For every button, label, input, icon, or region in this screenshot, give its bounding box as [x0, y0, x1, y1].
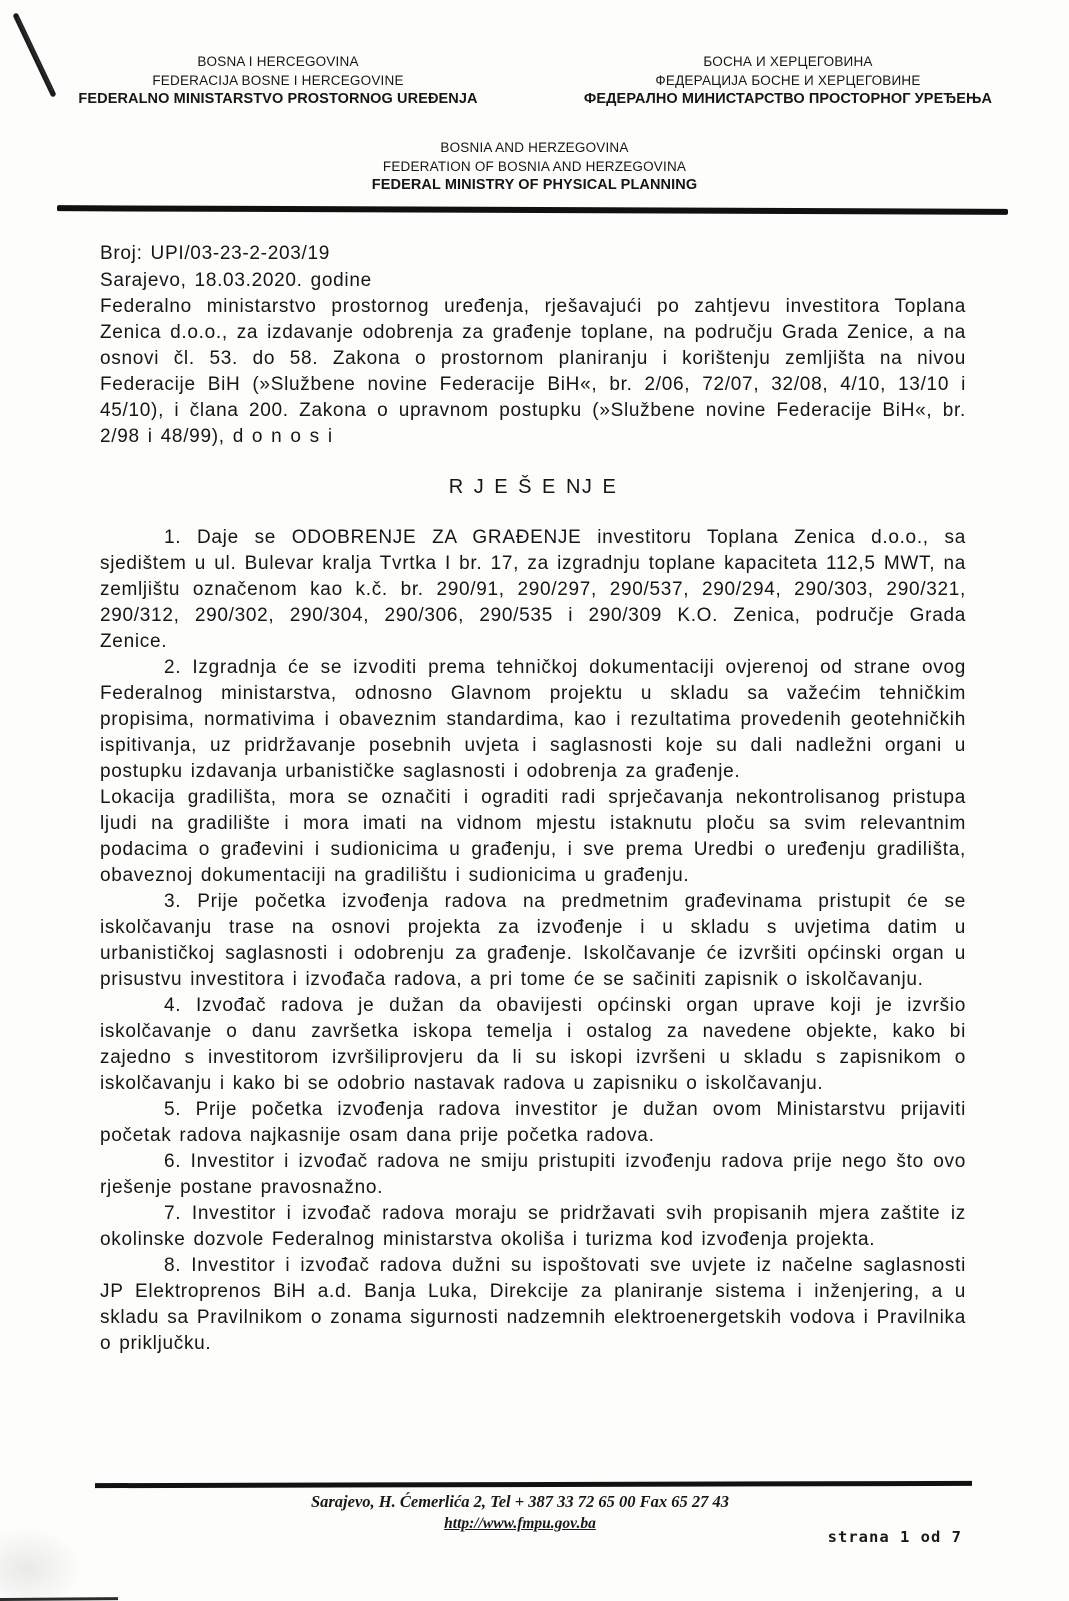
letterhead-english-country: BOSNIA AND HERZEGOVINA: [440, 140, 629, 155]
decision-item-4: 4. Izvođač radova je dužan da obavijesti općinski organ uprave koji je izvršio iskolčavanje o danu završetka iskopa temelja i ostalog za navedene objekte, kako bi zajedno s investitorom izvršiliprovjeru da li su iskopi izvršeni u skladu s zapisnikom o iskolčavanju i kako bi se odobrio nastavak radova u zapisniku o iskolčavanju.: [100, 995, 966, 1094]
footer-url: http://www.fmpu.gov.ba: [444, 1515, 596, 1532]
pen-stroke-artifact: [6, 6, 76, 116]
footer-divider: [95, 1481, 972, 1488]
letterhead-bosnian: [68, 52, 488, 109]
document-place-date: Sarajevo, 18.03.2020. godine: [100, 270, 372, 291]
decision-item-2: 2. Izgradnja će se izvoditi prema tehničkoj dokumentaciji ovjerenoj od strane ovog Federalnog ministarstva, odnosno Glavnom projektu u skladu sa važećim tehničkim propisima, normativima i obaveznim standardima, kao i rezultatima provedenih geotehničkih ispitivanja, uz pridržavanje posebnih uvjeta i saglasnosti koje su dali nadležni organi u postupku izdavanja urbanističke saglasnosti i odobrenja za građenje.: [100, 657, 966, 782]
letterhead-cyrillic: [558, 52, 1018, 109]
document-number: Broj: UPI/03-23-2-203/19: [100, 243, 331, 264]
page-number: strana 1 od 7: [827, 1528, 962, 1546]
letterhead-cyrillic-country: БОСНА И ХЕРЦЕГОВИНА: [703, 54, 873, 69]
letterhead-bosnian-country: BOSNA I HERCEGOVINA: [197, 54, 359, 69]
letterhead-bosnian-ministry: FEDERALNO MINISTARSTVO PROSTORNOG UREĐENJA: [78, 91, 478, 107]
letterhead-english-federation: FEDERATION OF BOSNIA AND HERZEGOVINA: [382, 159, 687, 174]
letterhead-bosnian-federation: FEDERACIJA BOSNE I HERCEGOVINE: [152, 73, 404, 88]
letterhead-cyrillic-ministry: ФЕДЕРАЛНО МИНИСТАРСТВО ПРОСТОРНОГ УРЕЂЕЊА: [583, 91, 993, 107]
letterhead-cyrillic-federation: ФЕДЕРАЦИЈА БОСНЕ И ХЕРЦЕГОВИНЕ: [655, 73, 921, 88]
scan-smudge-artifact: [0, 1527, 83, 1597]
site-marking-paragraph: Lokacija gradilišta, mora se označiti i ograditi radi sprječavanja nekontrolisanog pristupa ljudi na gradilište i mora imati na vidnom mjestu istaknutu ploču sa svim relevantnim podacima o građevini i sudionicima u građenju, i sve prema Uredbi o uređenju gradilišta, obaveznoj dokumentaciji na gradilištu i sudionicima u građenju.: [100, 787, 966, 886]
decision-item-6: 6. Investitor i izvođač radova ne smiju pristupiti izvođenju radova prije nego što ovo rješenje postane pravosnažno.: [100, 1151, 966, 1198]
decision-item-8: 8. Investitor i izvođač radova dužni su ispoštovati sve uvjete iz načelne saglasnosti JP Elektroprenos BiH a.d. Banja Luka, Direkcije za planiranje sistema i inženjering, a u skladu sa Pravilnikom o zonama sigurnosti nadzemnih elektroenergetskih vodova i Pravilnika o priključku.: [100, 1255, 966, 1354]
header-divider: [57, 205, 1008, 215]
decision-item-7: 7. Investitor i izvođač radova moraju se pridržavati svih propisanih mjera zaštite iz okolinske dozvole Federalnog ministarstva okoliša i turizma kod izvođenja projekta.: [100, 1203, 966, 1250]
decision-item-5: 5. Prije početka izvođenja radova investitor je dužan ovom Ministarstvu prijaviti početak radova najkasnije osam dana prije početka radova.: [100, 1099, 966, 1146]
scan-edge-artifact: [0, 1597, 118, 1601]
document-body: [100, 240, 966, 1357]
decision-item-1: 1. Daje se ODOBRENJE ZA GRAĐENJE investitoru Toplana Zenica d.o.o., sa sjedištem u ul. Bulevar kralja Tvrtka I br. 17, za izgradnju toplane kapaciteta 112,5 MWT, na zemljištu označenom kao k.č. br. 290/91, 290/297, 290/537, 290/294, 290/303, 290/321, 290/312, 290/302, 290/304, 290/306, 290/535 i 290/309 K.O. Zenica, područje Grada Zenice.: [100, 527, 966, 652]
letterhead-english-ministry: FEDERAL MINISTRY OF PHYSICAL PLANNING: [371, 177, 698, 193]
decision-title: R J E Š E NJ E: [448, 476, 618, 498]
decision-item-3: 3. Prije početka izvođenja radova na predmetnim građevinama pristupit će se iskolčavanju trase na osnovi projekta za izvođenje i u skladu s uvjetima datim u urbanističkoj saglasnosti i odobrenju za građenje. Iskolčavanje će izvršiti općinski organ u prisustvu investitora i izvođača radova, a pri tome će se sačiniti zapisnik o iskolčavanju.: [100, 891, 966, 990]
letterhead-english: [0, 138, 1069, 195]
document-meta: [100, 240, 966, 294]
intro-paragraph: Federalno ministarstvo prostornog uređenja, rješavajući po zahtjevu investitora Toplana Zenica d.o.o., za izdavanje odobrenja za građenje toplane, na području Grada Zenice, a na osnovi čl. 53. do 58. Zakona o prostornom planiranju i korištenju zemljišta na nivou Federacije BiH (»Službene novine Federacije BiH«, br. 2/06, 72/07, 32/08, 4/10, 13/10 i 45/10), i člana 200. Zakona o upravnom postupku (»Službene novine Federacije BiH«, br. 2/98 i 48/99), d o n o s i: [100, 296, 966, 447]
footer-address: Sarajevo, H. Ćemerlića 2, Tel + 387 33 72 65 00 Fax 65 27 43: [310, 1492, 730, 1511]
